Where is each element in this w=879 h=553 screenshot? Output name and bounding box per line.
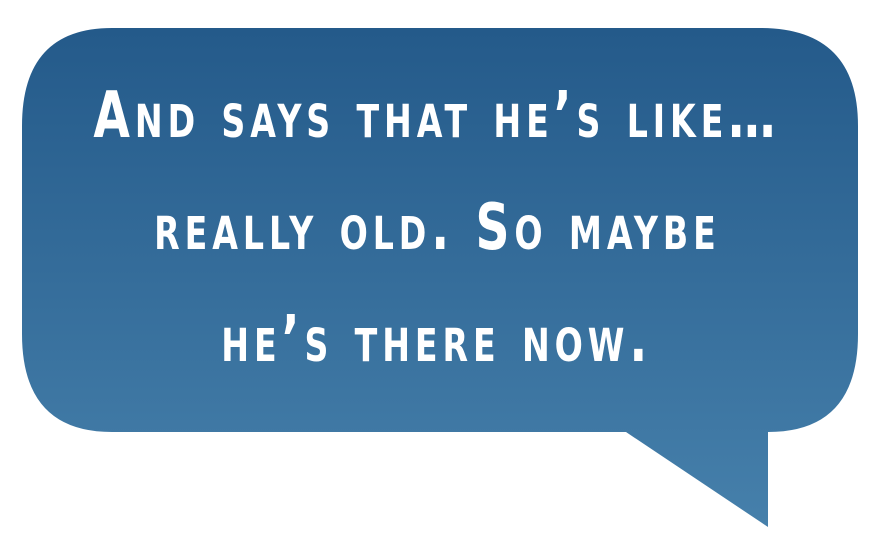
speech-line-2: really old. So maybe <box>153 191 721 265</box>
speech-bubble-text <box>22 28 852 428</box>
speech-line-3: he’s there now. <box>221 303 653 377</box>
speech-line-1: And says that he’s like… <box>93 79 781 153</box>
